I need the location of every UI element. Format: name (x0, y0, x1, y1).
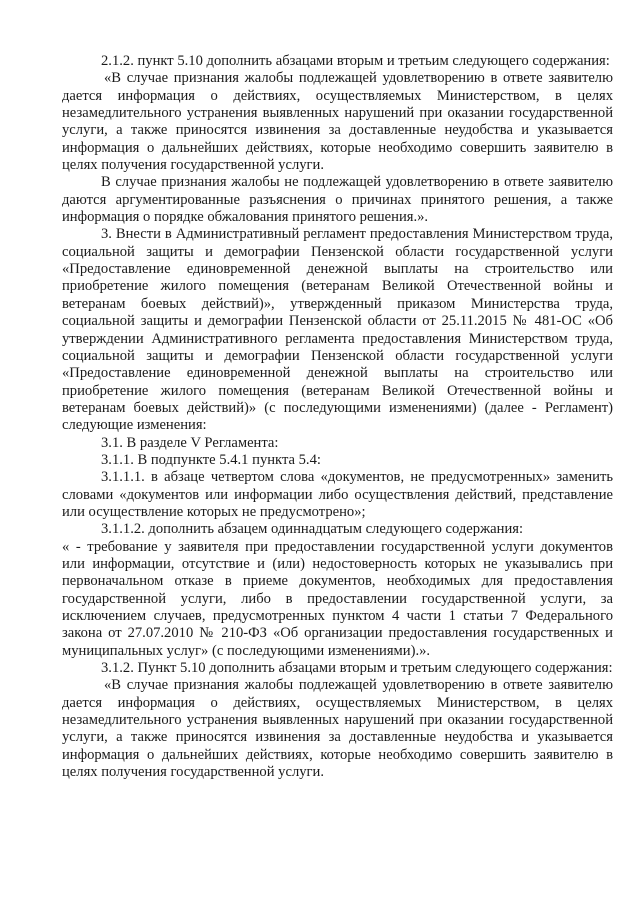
paragraph-3-1-1-1: 3.1.1.1. в абзаце четвертом слова «документов, не предусмотренных» заменить словами «документов или информации либо осуществления действий, представление или осуществление которых не предусмотрено»; (62, 469, 613, 520)
paragraph-2-1-2: 2.1.2. пункт 5.10 дополнить абзацами вторым и третьим следующего содержания: (101, 53, 610, 69)
paragraph-3-1-2: 3.1.2. Пункт 5.10 дополнить абзацами вторым и третьим следующего содержания: (101, 660, 613, 677)
paragraph-3: 3. Внести в Административный регламент предоставления Министерством труда, социальной защиты и демографии Пензенской области государственной услуги «Предоставление единовременной денежной выплаты на строительство или приобретение жилого помещения (ветеранам Великой Отечественной войны и ветеранам боевых действий)», утвержденный приказом Министерства труда, социальной защиты и демографии Пензенской области от 25.11.2015 № 481-ОС «Об утверждении Административного регламента предоставления Министерством труда, социальной защиты и демографии Пензенской области государственной услуги «Предоставление единовременной денежной выплаты на строительство или приобретение жилого помещения (ветеранам Великой Отечественной войны и ветеранам боевых действий)» (с последующими изменениями) (далее - Регламент) следующие изменения: (62, 226, 613, 434)
paragraph-complaint-rejected-1: В случае признания жалобы не подлежащей удовлетворению в ответе заявителю даются аргументированные разъяснения о причинах принятого решения, а также информация о порядке обжалования принятого решения.». (62, 174, 613, 226)
paragraph-3-1-1: 3.1.1. В подпункте 5.4.1 пункта 5.4: (101, 451, 321, 468)
paragraph-complaint-satisfied-1: «В случае признания жалобы подлежащей удовлетворению в ответе заявителю дается информация о действиях, осуществляемых Министерством, в целях незамедлительного устранения выявленных нарушений при оказании государственной услуги, а также приносятся извинения за доставленные неудобства и указывается информация о дальнейших действиях, которые необходимо совершить заявителю в целях получения государственной услуги. (62, 70, 613, 174)
paragraph-complaint-satisfied-2: «В случае признания жалобы подлежащей удовлетворению в ответе заявителю дается информация о действиях, осуществляемых Министерством, в целях незамедлительного устранения выявленных нарушений при оказании государственной услуги, а также приносятся извинения за доставленные неудобства и указывается информация о дальнейших действиях, которые необходимо совершить заявителю в целях получения государственной услуги. (62, 677, 613, 781)
document-body (62, 53, 613, 781)
paragraph-3-1: 3.1. В разделе V Регламента: (101, 434, 279, 451)
paragraph-requirement: « - требование у заявителя при предоставлении государственной услуги документов или информации, отсутствие и (или) недостоверность которых не указывались при первоначальном отказе в приеме документов, необходимых для предоставления государственной услуги, либо в предоставлении государственной услуги, за исключением случаев, предусмотренных пунктом 4 части 1 статьи 7 Федерального закона от 27.07.2010 № 210-ФЗ «Об организации предоставления государственных и муниципальных услуг» (с последующими изменениями).». (62, 538, 613, 659)
paragraph-3-1-1-2: 3.1.1.2. дополнить абзацем одиннадцатым следующего содержания: (101, 521, 524, 538)
